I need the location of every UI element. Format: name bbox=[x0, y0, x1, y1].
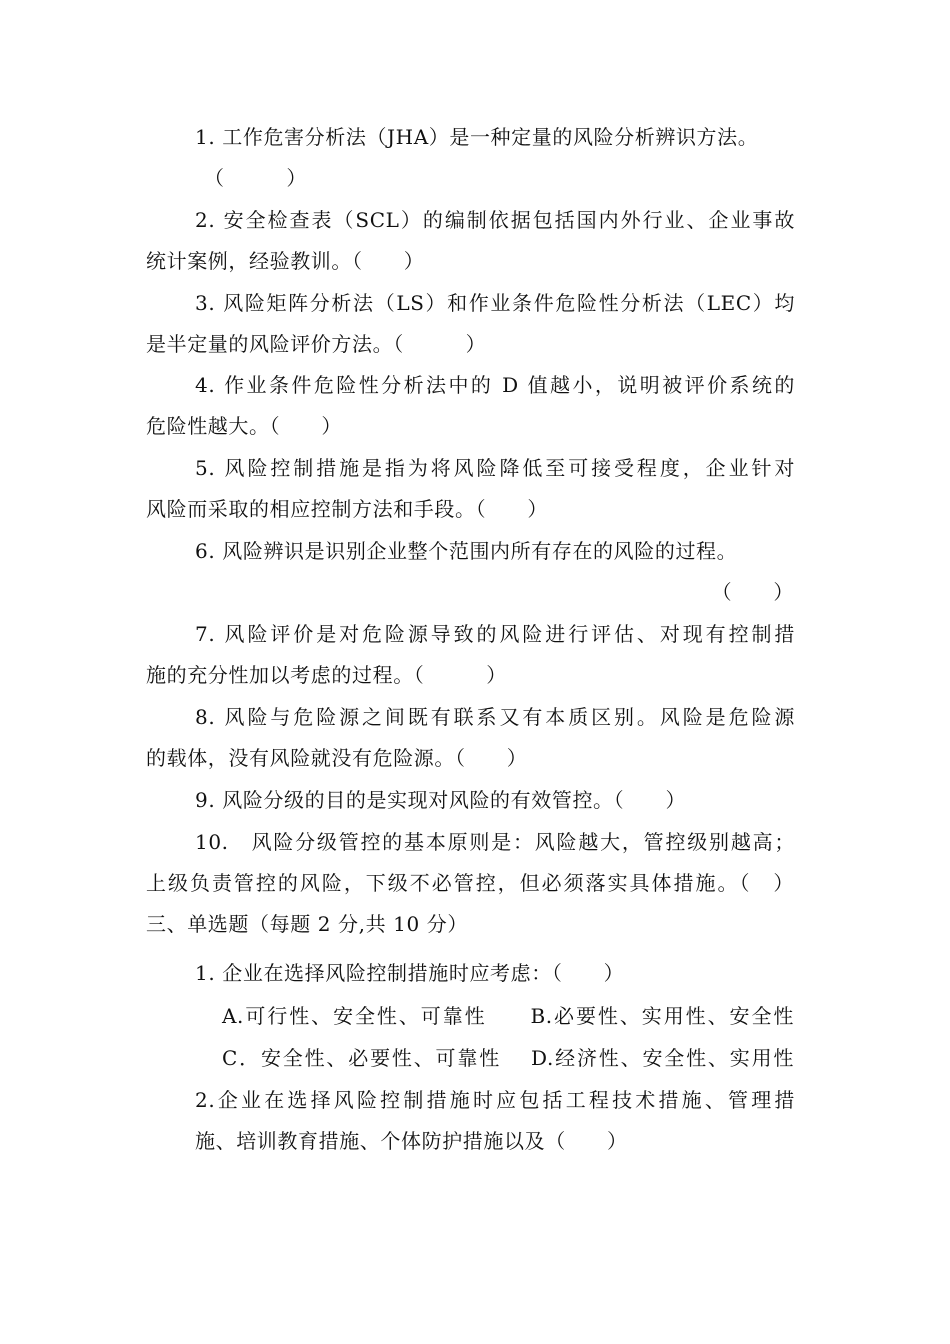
tf-question-8-line-2: 的载体，没有风险就没有危险源。（ ） bbox=[146, 746, 528, 770]
tf-question-4-line-1: 4. 作业条件危险性分析法中的 D 值越小，说明被评价系统的 bbox=[195, 373, 795, 397]
tf-question-7-line-2: 施的充分性加以考虑的过程。（ ） bbox=[146, 663, 507, 687]
tf-question-3-line-1: 3. 风险矩阵分析法（LS）和作业条件危险性分析法（LEC）均 bbox=[195, 291, 795, 315]
mc-question-2-line-1: 2.企业在选择风险控制措施时应包括工程技术措施、管理措 bbox=[195, 1088, 795, 1112]
tf-question-1-answer-blank: （ ） bbox=[204, 166, 307, 190]
mc-question-1-options-cd: C．安全性、必要性、可靠性 D.经济性、安全性、实用性 bbox=[222, 1046, 794, 1070]
mc-question-2-line-2: 施、培训教育措施、个体防护措施以及（ ） bbox=[195, 1129, 628, 1153]
tf-question-10-line-2: 上级负责管控的风险，下级不必管控，但必须落实具体措施。（ ） bbox=[146, 871, 794, 895]
tf-question-5-line-1: 5. 风险控制措施是指为将风险降低至可接受程度，企业针对 bbox=[195, 456, 795, 480]
tf-question-6-answer-blank: （ ） bbox=[711, 580, 794, 604]
tf-question-10-line-1: 10. 风险分级管控的基本原则是：风险越大，管控级别越高； bbox=[195, 830, 795, 854]
tf-question-8-line-1: 8. 风险与危险源之间既有联系又有本质区别。风险是危险源 bbox=[195, 705, 795, 729]
tf-question-3-line-2: 是半定量的风险评价方法。（ ） bbox=[146, 332, 487, 356]
mc-question-1-stem: 1. 企业在选择风险控制措施时应考虑：（ ） bbox=[195, 961, 625, 985]
tf-question-6-line-1: 6. 风险辨识是识别企业整个范围内所有存在的风险的过程。 bbox=[195, 539, 738, 563]
tf-question-9: 9. 风险分级的目的是实现对风险的有效管控。（ ） bbox=[195, 788, 687, 812]
tf-question-5-line-2: 风险而采取的相应控制方法和手段。（ ） bbox=[146, 497, 548, 521]
tf-question-2-line-1: 2. 安全检查表（SCL）的编制依据包括国内外行业、企业事故 bbox=[195, 208, 795, 232]
tf-question-1-line-1: 1. 工作危害分析法（JHA）是一种定量的风险分析辨识方法。 bbox=[195, 125, 759, 149]
section-heading-single-choice: 三、单选题（每题 2 分,共 10 分） bbox=[146, 912, 468, 936]
mc-question-1-options-ab: A.可行性、安全性、可靠性 B.必要性、实用性、安全性 bbox=[222, 1004, 794, 1028]
tf-question-4-line-2: 危险性越大。（ ） bbox=[146, 414, 342, 438]
tf-question-7-line-1: 7. 风险评价是对危险源导致的风险进行评估、对现有控制措 bbox=[195, 622, 795, 646]
tf-question-2-line-2: 统计案例，经验教训。（ ） bbox=[146, 249, 425, 273]
